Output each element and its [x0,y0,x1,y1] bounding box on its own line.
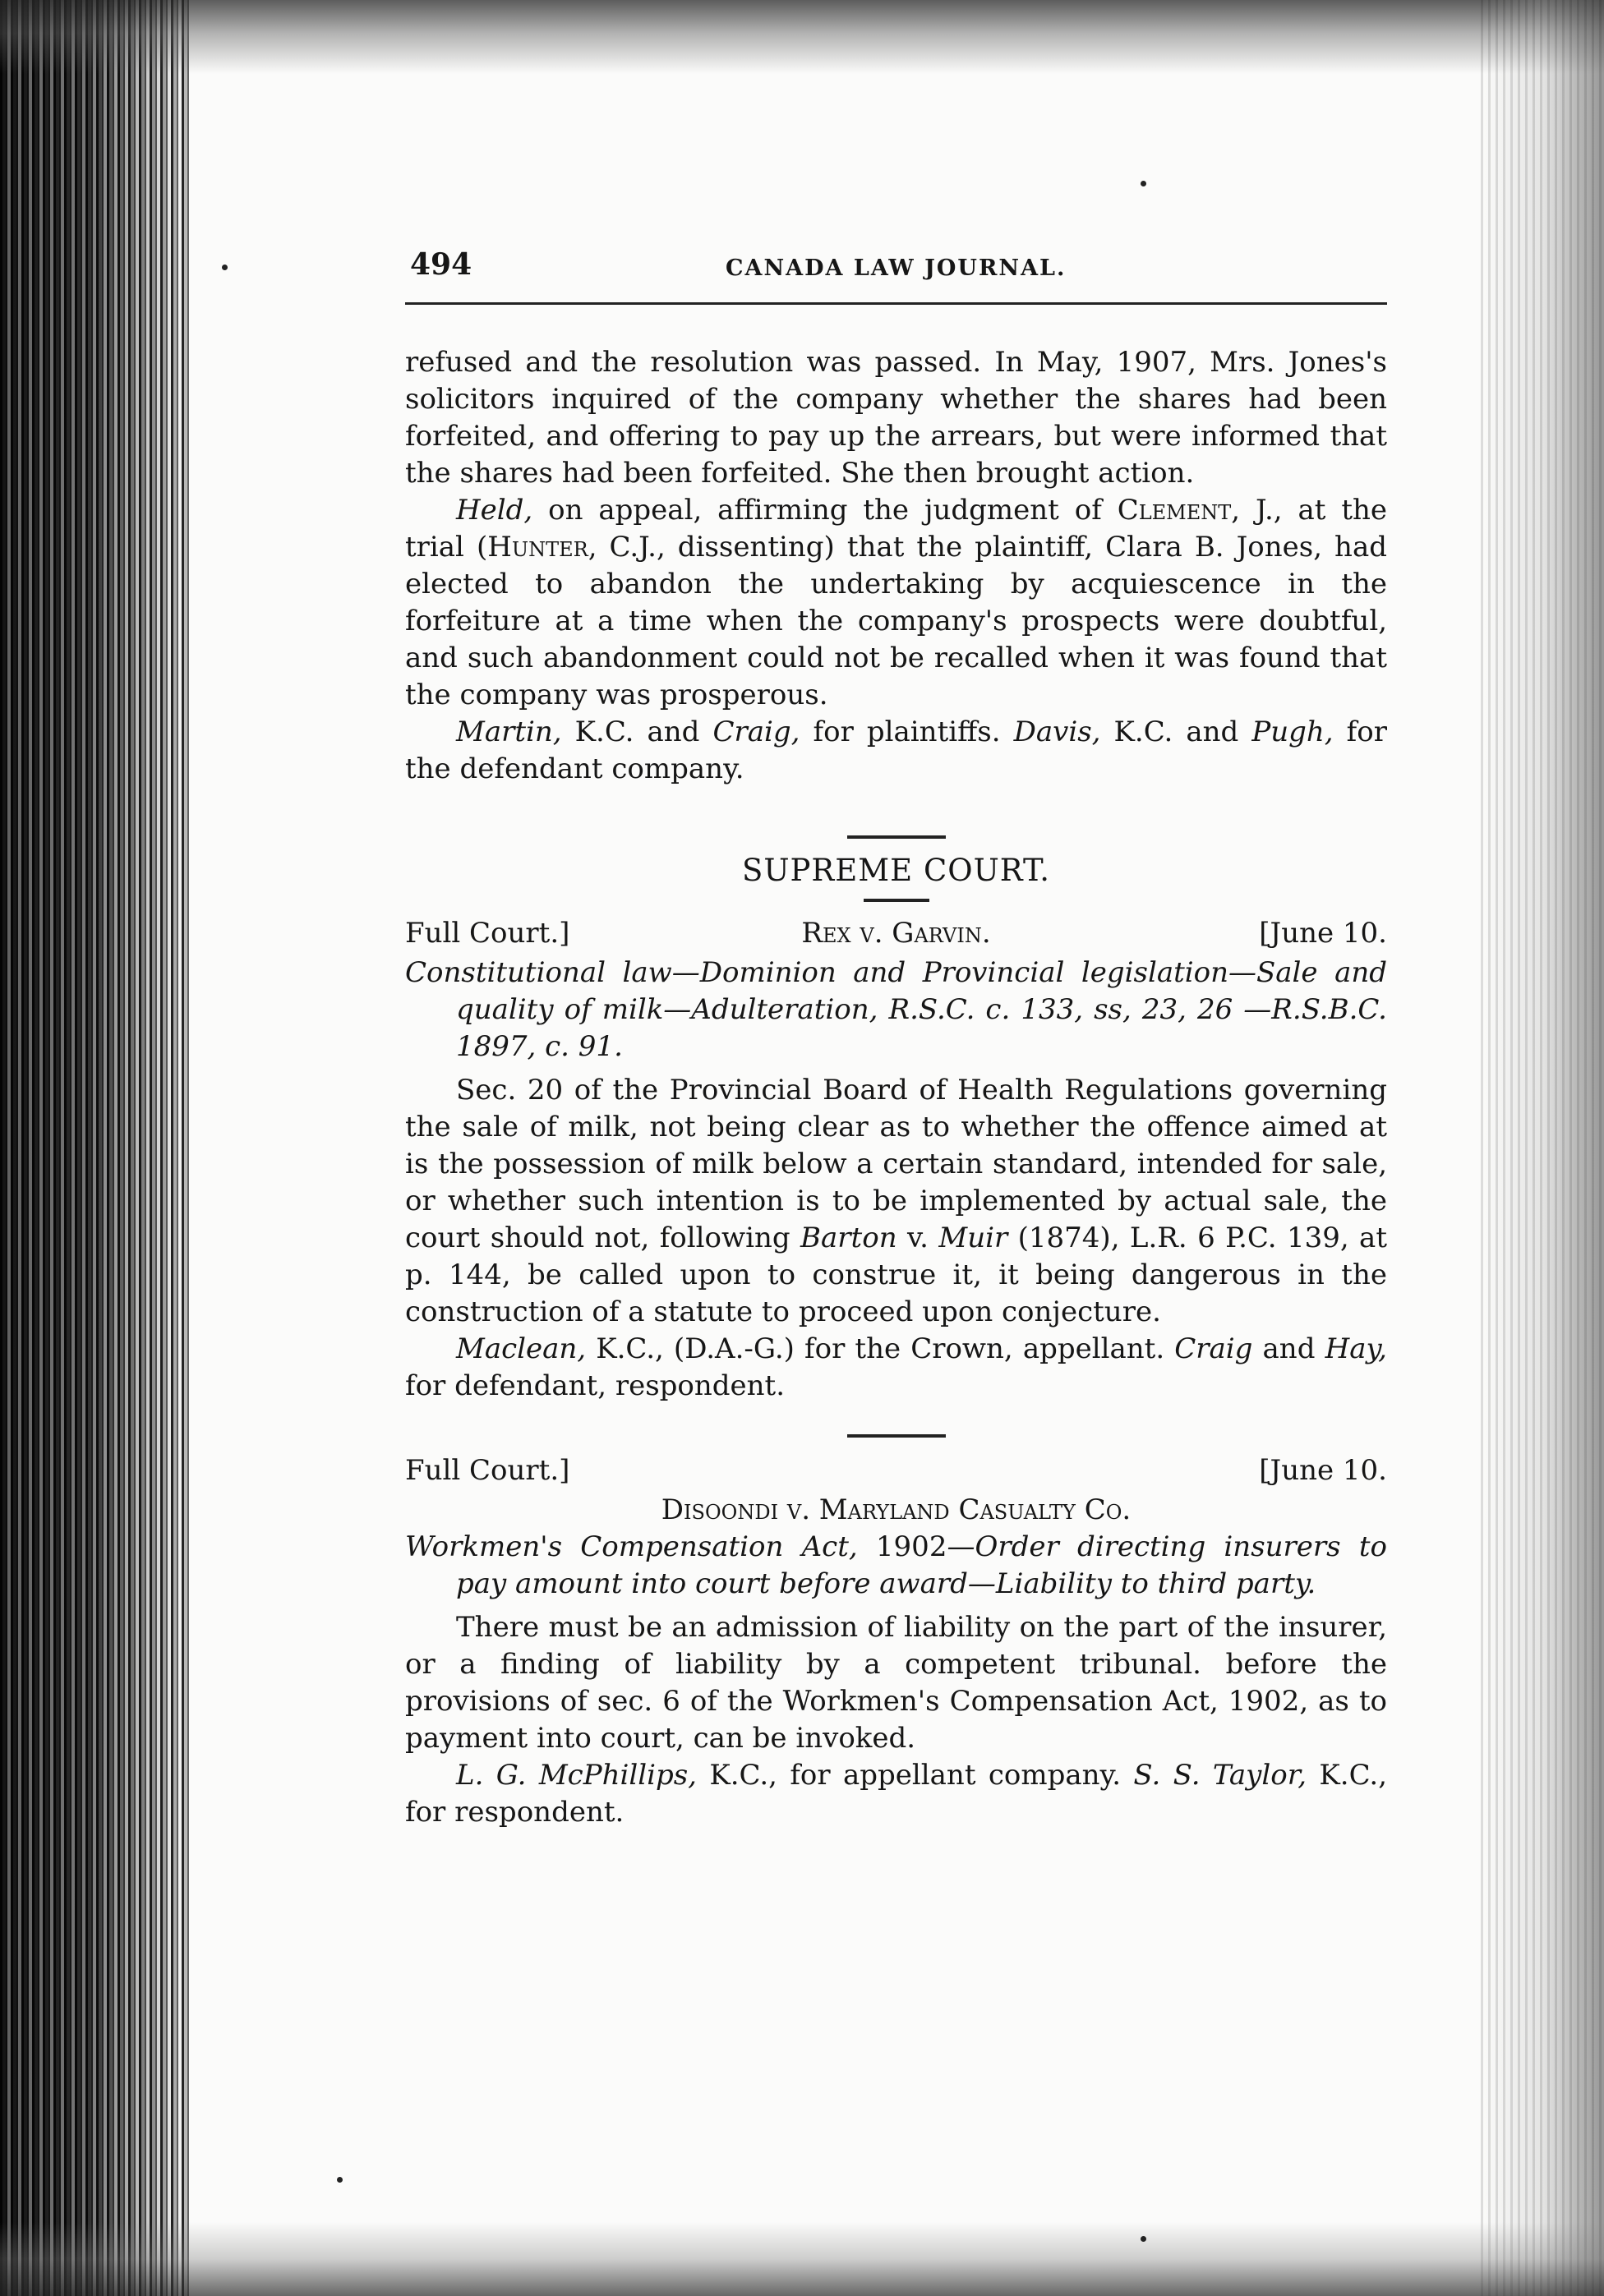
case3-heading [405,1452,1387,1492]
counsel-craig: Craig [1174,1332,1253,1365]
case2-body [405,1072,1387,1331]
case2-headnote [405,955,1387,1065]
scan-shadow-bottom [0,2222,1604,2296]
scan-shadow-left [0,0,189,2296]
counsel-text: K.C., for appellant company. [697,1759,1134,1792]
counsel-text: K.C. and [561,715,713,748]
counsel-craig: Craig, [712,715,800,748]
counsel-text: K.C. and [1100,715,1252,748]
held-text-a: on appeal, affirming the judgment of [532,494,1118,527]
case2-date: [June 10. [1259,917,1387,950]
judge-clement: Clement [1117,494,1232,527]
case2-title: Rex v. Garvin. [801,917,991,950]
counsel-pugh: Pugh, [1251,715,1334,748]
scan-speck [1141,2236,1146,2242]
case3-date: [June 10. [1259,1454,1387,1487]
header-rule [405,302,1387,305]
counsel-text: for plaintiffs. [800,715,1014,748]
section-title: SUPREME COURT. [742,853,1050,888]
scan-shadow-right [1481,0,1604,2296]
case2-heading [405,915,1387,955]
headnote-text: Workmen's Compensation Act, [405,1530,858,1563]
counsel-text: for defendant, respondent. [405,1369,786,1402]
case3-title: Disoondi v. Maryland Casualty Co. [661,1493,1132,1526]
body-text: v. [896,1222,939,1254]
case1-counsel [405,714,1387,788]
scan-shadow-top [0,0,1604,74]
page-content [405,246,1387,1831]
counsel-text: for the defendant company. [405,715,1387,785]
case1-held [405,492,1387,714]
running-header [405,246,1387,289]
case3-body: There must be an admission of liability on the part of the insurer, or a finding of liability by a competent tribunal. before the provisions of sec. 6 of the Workmen's Compensation Act, 1902, as to payment into court, can be invoked. [405,1611,1387,1755]
counsel-text: K.C., (D.A.-G.) for the Crown, appellant. [586,1332,1175,1365]
headnote-text: —Order directing insurers to pay amount into court before award—Liability to third party. [456,1530,1387,1600]
held-word: Held, [456,494,533,527]
section-separator [847,835,946,839]
page-number: 494 [410,247,472,282]
scan-speck [1141,181,1146,186]
journal-title: CANADA LAW JOURNAL. [726,255,1067,281]
counsel-text: K.C., for respondent. [405,1759,1388,1829]
case3-headnote [405,1529,1387,1603]
judge-hunter: Hunter [487,531,588,564]
held-text-b: , J., at the trial ( [405,494,1387,564]
case3-court: Full Court.] [405,1454,570,1487]
body-text: Sec. 20 of the Provincial Board of Health Regulations governing the sale of milk, not being clear as to whether the offence aimed at is the possession of milk below a certain standard, intended for sale, or whether such intention is to be implemented by actual sale, the court should not, following [405,1074,1387,1254]
case2-court: Full Court.] [405,917,570,950]
headnote-text: Constitutional law—Dominion and Provincial legislation—Sale and quality of milk—Adulteration, R.S.C. c. 133, ss, 23, 26 —R.S.B.C. 1897, c. 91. [405,956,1387,1063]
case3-counsel [405,1757,1387,1831]
case-barton: Barton [800,1222,897,1254]
counsel-davis: Davis, [1013,715,1101,748]
counsel-hay: Hay, [1325,1332,1387,1365]
scan-speck [222,265,228,270]
counsel-martin: Martin, [456,715,562,748]
body-text: (1874), L.R. 6 P.C. 139, at p. 144, be called upon to construe it, it being dangerous in the construction of a statute to proceed upon conjecture. [405,1222,1387,1328]
headnote-year: 1902 [857,1530,947,1563]
counsel-taylor: S. S. Taylor, [1133,1759,1307,1792]
case-muir: Muir [938,1222,1008,1254]
counsel-maclean: Maclean, [456,1332,587,1365]
counsel-text: and [1252,1332,1325,1365]
scan-speck [337,2177,343,2183]
held-text-c: , C.J., dissenting) that the plaintiff, Clara B. Jones, had elected to abandon the undertaking by acquiescence in the forfeiture at a time when the company's prospects were doubtful, and such abandonment could not be recalled when it was found that the company was prosperous. [405,531,1387,711]
case1-paragraph: refused and the resolution was passed. In May, 1907, Mrs. Jones's solicitors inquired of the company whether the shares had been forfeited, and offering to pay up the arrears, but were informed that the shares had been forfeited. She then brought action. [405,346,1387,490]
case2-counsel [405,1331,1387,1405]
counsel-mcphillips: L. G. McPhillips, [456,1759,697,1792]
